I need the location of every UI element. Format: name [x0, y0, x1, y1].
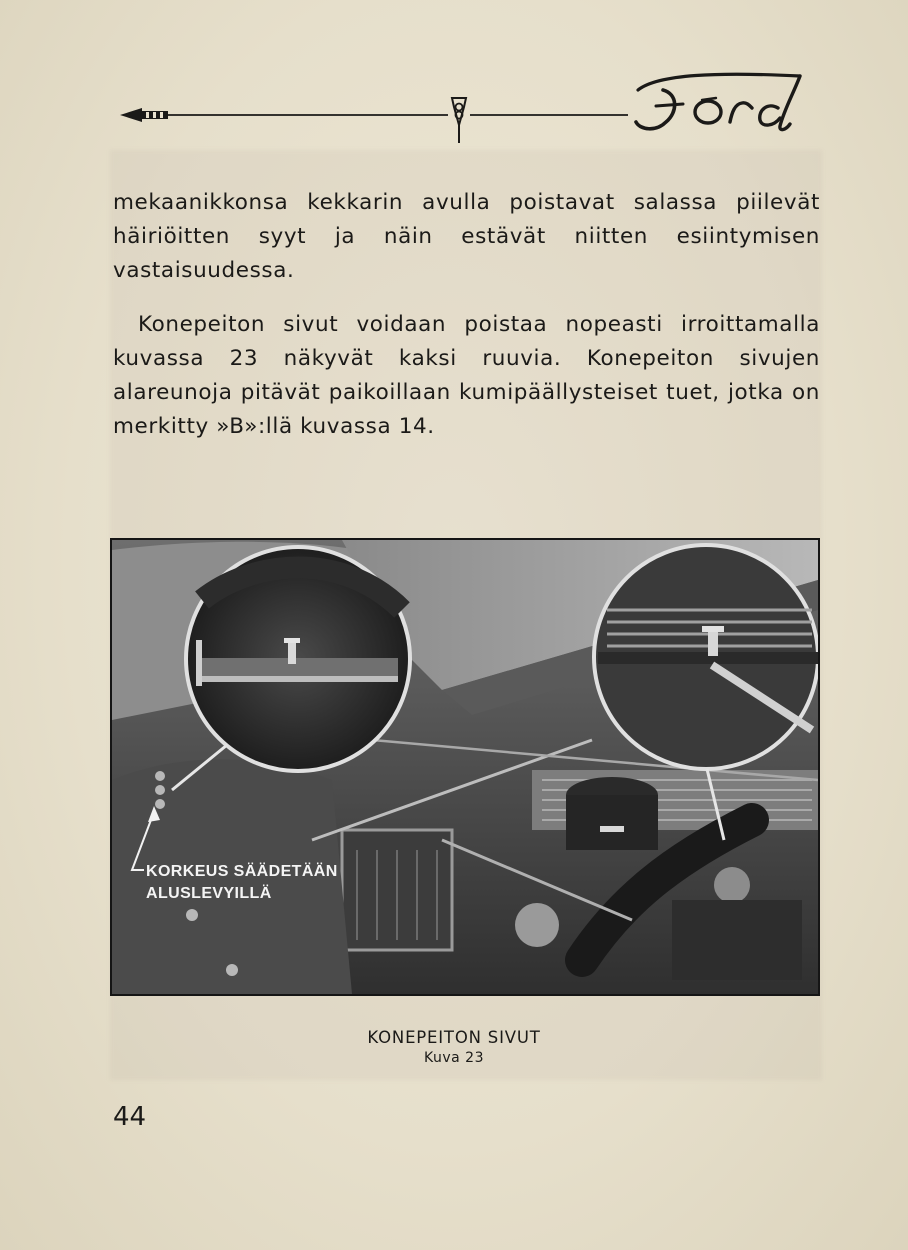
carburetor — [515, 903, 559, 947]
figure-caption-title: KONEPEITON SIVUT — [367, 1028, 541, 1047]
body-paragraph-2: Konepeiton sivut voidaan poistaa nopeasti irroittamalla kuvassa 23 näkyvät kaksi ruuvia. Konepeiton sivujen alareunoja pitävät paikoillaan kumipäällysteiset tuet, jotka on merkitty »B»:llä kuvassa 14. — [113, 312, 820, 439]
engine-bay-photo — [110, 538, 820, 996]
page-number: 44 — [113, 1102, 147, 1132]
figure-caption-number: Kuva 23 — [424, 1050, 484, 1066]
photo-label-line-2: ALUSLEVYILLÄ — [146, 885, 272, 902]
detail-circle-right — [594, 545, 818, 769]
body-paragraph-1: mekaanikkonsa kekkarin avulla poistavat salassa piilevät häiriöitten syyt ja näin estävät niitten esiintymisen vastaisuudessa. — [113, 190, 820, 283]
v8-emblem-icon — [452, 98, 466, 143]
arrow-left-icon — [120, 108, 168, 122]
detail-circle-left — [186, 547, 410, 771]
page-header — [118, 60, 818, 150]
photo-label-line-1: KORKEUS SÄÄDETÄÄN — [146, 863, 338, 880]
header-rule — [118, 60, 818, 150]
ford-logo — [636, 74, 800, 129]
